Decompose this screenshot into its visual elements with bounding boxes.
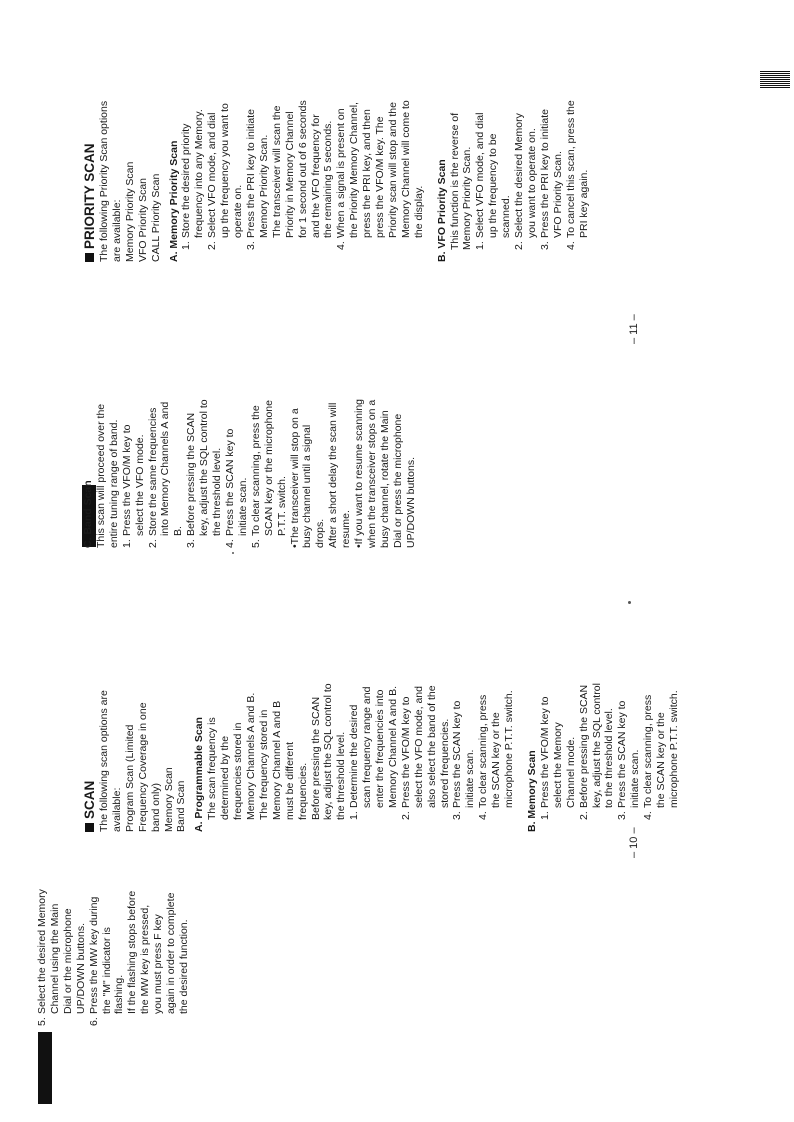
list-item: 5. Select the desired Memory Channel using the Main Dial or the microphone UP/DOWN buttons. [36,889,87,1026]
list-item: 1. Determine the desired scan frequency range and enter the frequencies into Memory Channel A and B. [348,686,399,820]
subheading-vfo-priority-scan: B. VFO Priority Scan [435,159,448,262]
section-heading-priority-scan: PRIORITY SCAN [82,100,97,262]
subheading-memory-scan: B. Memory Scan [526,750,538,832]
list-item: 3. Press the SCAN key to initiate scan. [616,700,642,820]
list-item: 6. Press the MW key during the "M" indicator is flashing. [87,896,126,1026]
page-number-right: – 11 – [628,314,640,344]
page-number-left: – 10 – [628,827,640,858]
list-item: 3. Before pressing the SCAN key, adjust the SQL control to the threshold level. [185,399,224,548]
list-item: 1. Store the desired priority frequency into any Memory. [180,109,206,250]
list-item: 4. Press the SCAN key to initiate scan. [223,428,249,548]
list-item: 2. Select VFO mode, and dial up the frequency you want to operate on. [206,103,245,250]
square-bullet-icon [85,253,94,262]
column-priority-scan: PRIORITY SCAN The following Priority Scan options are available: Memory Priority Scan VFO Priority Scan CALL Priority Scan A. Memory Priority Scan 1. Store the desired priority frequency into any Memory. 2. Select VFO mode, and dial up the frequency you want to operate on. 3. Press the PRI key to initiate Memory Priority Scan. The transceiver will scan the Priority in Memory Channel for 1 second out of 6 seconds and the VFO frequency for the remaining 5 seconds. 4. When a signal is present on the Priority Memory Channel, press the PRI key, and then press the VFO/M key. The Priority scan will stop and the Memory Channel will come to the display. B. VFO Priority Scan This function is the reverse of Memory Priority Scan. 1. Select VFO mode, and dial up the frequency to be scanned. 2. Select the desired Memory you want to operate on. 3. Press the PRI key to initiate VFO Priority Scan. 4. To cancel this scan, press the PRI key again. [82,100,590,262]
list-item: 2. Press the VFO/M key to select the VFO mode, and also select the band of the stored frequencies. [399,685,451,820]
subheading-band-scan: C. Band Scan [82,480,94,548]
bullet-text: •The transceiver will stop on a busy channel until a signal drops. [288,408,327,548]
scan-speck [628,601,631,604]
list-item: 4. When a signal is present on the Priority Memory Channel, press the PRI key, and then press the VFO/M key. The Priority scan will stop and the Memory Channel will come to the display. [335,100,425,250]
list-item: 1. Select VFO mode, and dial up the frequency to be scanned. [474,112,513,250]
section-heading-scan: SCAN [82,682,97,832]
header-bar-left [38,1032,52,1104]
note-text: If the flashing stops before the MW key is pressed, you must press F key again in order to complete the desired function. [126,890,190,1014]
subheading-programmable-scan: A. Programmable Scan [193,717,206,832]
list-item: 4. To clear scanning, press the SCAN key or the microphone P.T.T. switch. [477,690,516,820]
list-item: 4. To cancel this scan, press the PRI key again. [564,100,590,250]
list-item: 3. Press the SCAN key to initiate scan. [451,700,477,820]
list-item: 2. Store the same frequencies into Memory Channels A and B. [146,401,185,548]
column-band-scan: C. Band Scan This scan will proceed over the entire tuning range of band. 1. Press the VFO/M key to select the VFO mode. 2. Store the same frequencies into Memory Channels A and B. 3. Before pressing the SCAN key, adjust the SQL control to the threshold level. 4. Press the SCAN key to initiate scan. 5. To clear scanning, press the SCAN key or the microphone P.T.T. switch. •The transceiver will stop on a busy channel until a signal drops. After a short delay the scan will resume. •If you want to resume scanning when the transceiver stops on a busy channel, rotate the Main Dial or press the microphone UP/DOWN buttons. [82,398,417,548]
list-item: 4. To clear scanning, press the SCAN key or the microphone P.T.T. switch. [642,690,680,820]
list-item: 1. Press the VFO/M key to select the Memory Channel mode. [538,696,577,820]
list-item: 1. Press the VFO/M key to select the VFO mode. [120,424,146,548]
list-item: 3. Press the PRI key to initiate Memory Priority Scan. The transceiver will scan the Priority in Memory Channel for 1 second out of 6 seconds and the VFO frequency for the remaining 5 seconds. [244,100,335,250]
scan-speck [232,552,234,554]
list-item: 2. Select the desired Memory you want to operate on. [513,113,538,250]
list-item: 5. To clear scanning, press the SCAN key or the microphone P.T.T. switch. [249,400,288,548]
bullet-text: •If you want to resume scanning when the transceiver stops on a busy channel, rotate the Main Dial or press the microphone UP/DOWN buttons. [353,398,417,548]
list-item: 2. Before pressing the SCAN key, adjust the SQL control to the threshold level. [577,683,616,820]
column-scan: SCAN The following scan options are available: Program Scan (Limited Frequency Coverage in one band only) Memory Scan Band Scan A. Programmable Scan The scan frequency is determined by the frequencies stored in Memory Channels A and B. The frequency stored in Memory Channel A and B must be different frequencies. Before pressing the SCAN key, adjust the SQL control to the threshold level. 1. Determine the desired scan frequency range and enter the frequencies into Memory Channel A and B. 2. Press the VFO/M key to select the VFO mode, and also select the band of the stored frequencies. 3. Press the SCAN key to initiate scan. 4. To clear scanning, press the SCAN key or the microphone P.T.T. switch. B. Memory Scan 1. Press the VFO/M key to select the Memory Channel mode. 2. Before pressing the SCAN key, adjust the SQL control to the threshold level. 3. Press the SCAN key to initiate scan. 4. To clear scanning, press the SCAN key or the microphone P.T.T. switch. [82,683,680,832]
list-item: 3. Press the PRI key to initiate VFO Priority Scan. [538,109,564,250]
square-bullet-icon [85,823,94,832]
column-memory-steps [36,886,191,1026]
subheading-memory-priority-scan: A. Memory Priority Scan [167,140,180,262]
barcode-mark [760,70,790,88]
